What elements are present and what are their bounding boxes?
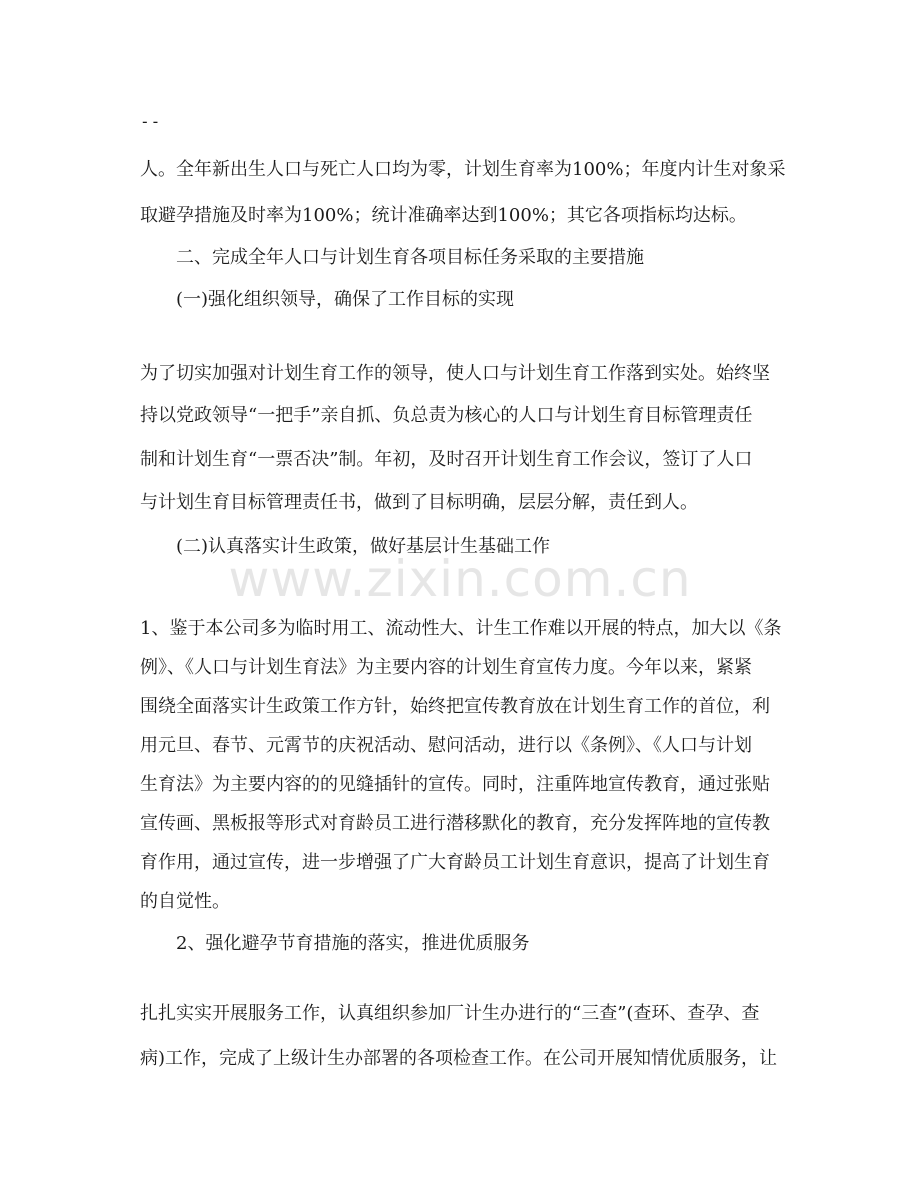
watermark: www.zixin.com.cn: [228, 550, 692, 608]
text-line: 例》、《人口与计划生育法》为主要内容的计划生育宣传力度。今年以来，紧紧: [140, 657, 752, 678]
text-line: 为了切实加强对计划生育工作的领导，使人口与计划生育工作落到实处。始终坚: [140, 363, 770, 384]
text-line: 扎扎实实开展服务工作，认真组织参加厂计生办进行的“三查”(查环、查孕、查: [140, 1003, 760, 1024]
text-line: 用元旦、春节、元霄节的庆祝活动、慰问活动，进行以《条例》、《人口与计划: [140, 735, 752, 756]
text-line: 生育法》为主要内容的的见缝插针的宣传。同时，注重阵地宣传教育，通过张贴: [140, 774, 770, 795]
text-line: 持以党政领导“一把手”亲自抓、负总责为核心的人口与计划生育目标管理责任: [140, 405, 753, 426]
header-dash: --: [140, 112, 162, 131]
text-line: 1、鉴于本公司多为临时用工、流动性大、计生工作难以开展的特点，加大以《条: [140, 618, 782, 639]
text-line: 宣传画、黑板报等形式对育龄员工进行潜移默化的教育，充分发挥阵地的宣传教: [140, 813, 770, 834]
text-line: 围绕全面落实计生政策工作方针，始终把宣传教育放在计划生育工作的首位，利: [140, 696, 770, 717]
text-line: 育作用，通过宣传，进一步增强了广大育龄员工计划生育意识，提高了计划生育: [140, 852, 770, 873]
text-line: 取避孕措施及时率为100%；统计准确率达到100%；其它各项指标均达标。: [140, 205, 747, 226]
text-line: 制和计划生育“一票否决”制。年初，及时召开计划生育工作会议，签订了人口: [140, 449, 753, 470]
section-heading: 二、完成全年人口与计划生育各项目标任务采取的主要措施: [176, 247, 644, 268]
text-line: 与计划生育目标管理责任书，做到了目标明确，层层分解，责任到人。: [140, 492, 698, 513]
text-line: 的自觉性。: [140, 891, 230, 912]
subsection-heading: (二)认真落实计生政策，做好基层计生基础工作: [176, 536, 551, 557]
subsection-heading: 2、强化避孕节育措施的落实，推进优质服务: [176, 933, 530, 954]
text-line: 病)工作，完成了上级计生办部署的各项检查工作。在公司开展知情优质服务，让: [140, 1048, 778, 1069]
subsection-heading: (一)强化组织领导，确保了工作目标的实现: [176, 289, 515, 310]
text-line: 人。全年新出生人口与死亡人口均为零，计划生育率为100%；年度内计生对象采: [140, 159, 786, 180]
